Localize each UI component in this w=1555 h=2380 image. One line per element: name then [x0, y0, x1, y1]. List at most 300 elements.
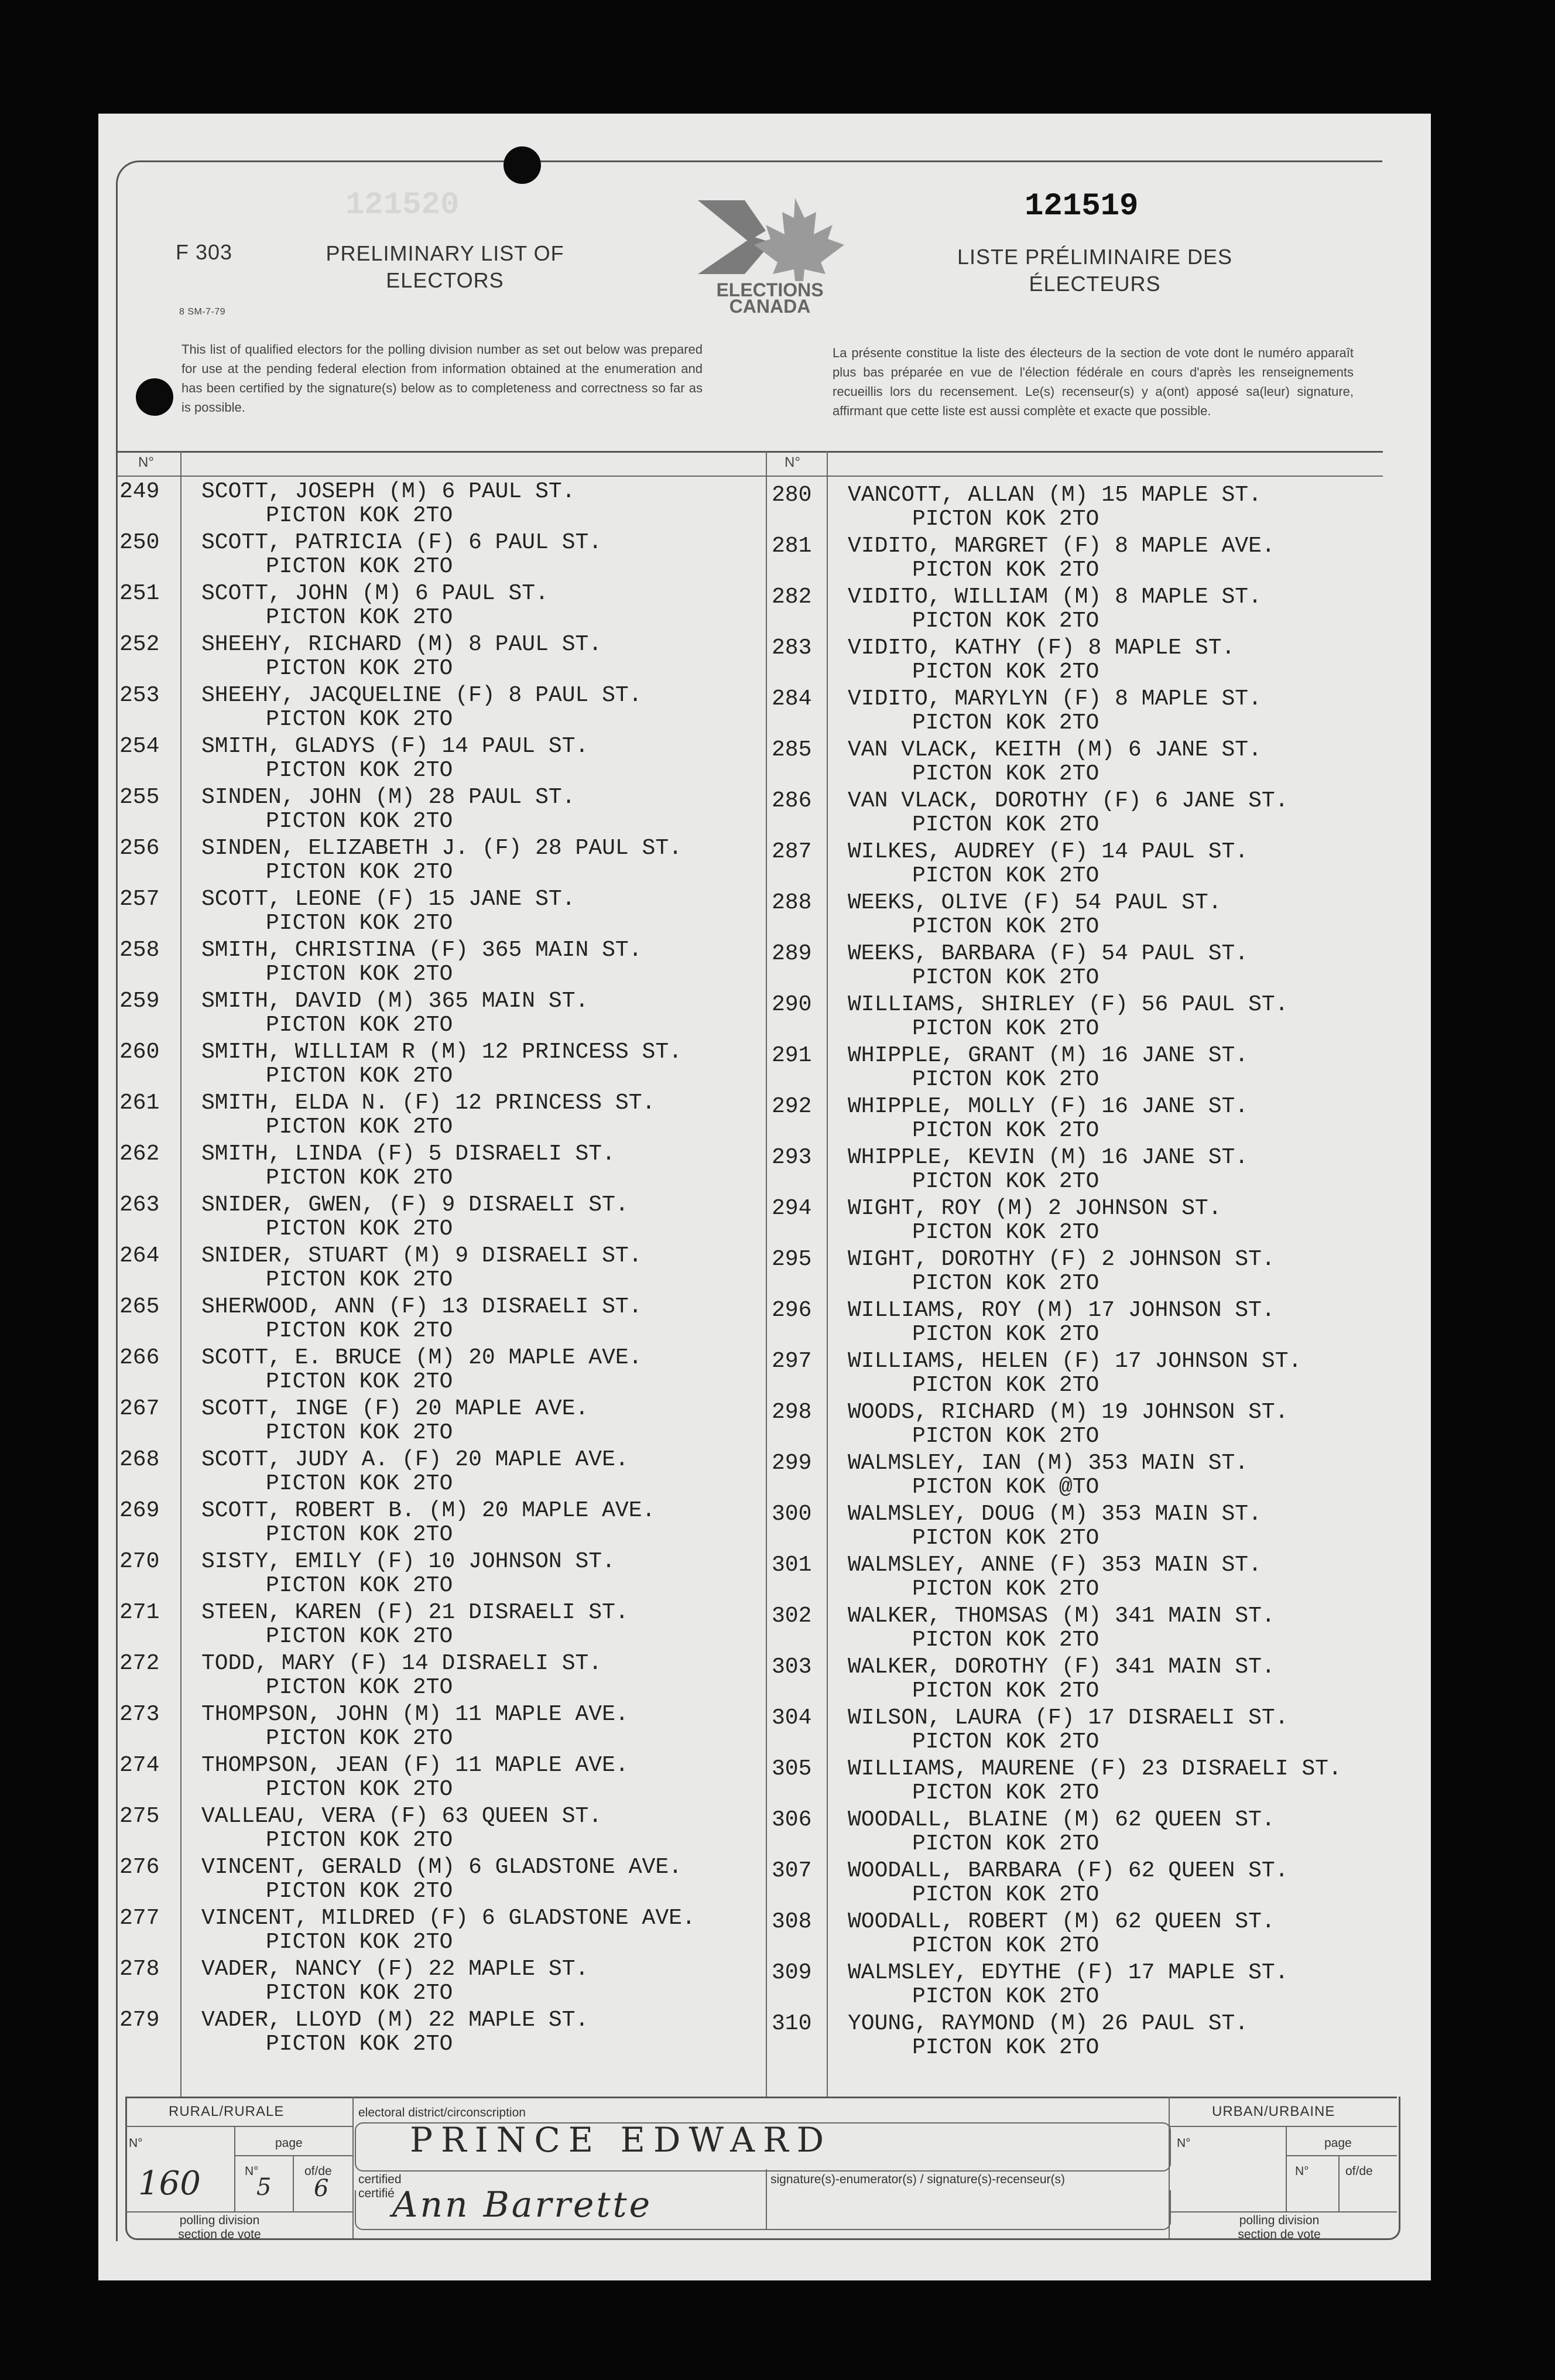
elector-city-postal: PICTON KOK 2TO — [266, 1064, 453, 1089]
elector-name-address: SMITH, DAVID (M) 365 MAIN ST. — [201, 989, 589, 1014]
urban-of-rule — [1338, 2155, 1340, 2211]
elector-number: 267 — [119, 1396, 160, 1421]
elector-number: 294 — [772, 1196, 812, 1221]
elector-name-address: VIDITO, WILLIAM (M) 8 MAPLE ST. — [848, 584, 1262, 610]
elector-name-address: VIDITO, MARYLYN (F) 8 MAPLE ST. — [848, 686, 1262, 712]
elector-number: 290 — [772, 992, 812, 1017]
elector-number: 251 — [119, 581, 160, 606]
elector-city-postal: PICTON KOK 2TO — [266, 1624, 453, 1649]
elector-city-postal: PICTON KOK 2TO — [266, 1930, 453, 1955]
elector-number: 307 — [772, 1858, 812, 1883]
elector-entry — [119, 1906, 758, 1957]
elector-name-address: SNIDER, STUART (M) 9 DISRAELI ST. — [201, 1243, 642, 1268]
elector-city-postal: PICTON KOK 2TO — [266, 554, 453, 579]
urban-rule — [1169, 2126, 1397, 2127]
ghost-serial-number: 121520 — [345, 187, 460, 223]
elector-name-address: WILLIAMS, ROY (M) 17 JOHNSON ST. — [848, 1298, 1275, 1323]
urban-no-label: N° — [1177, 2136, 1191, 2150]
elector-number: 302 — [772, 1603, 812, 1629]
elections-canada-logo — [691, 192, 849, 315]
elector-number: 293 — [772, 1145, 812, 1170]
elector-city-postal: PICTON KOK 2TO — [912, 965, 1100, 990]
elector-number: 274 — [119, 1753, 160, 1778]
rural-of-label: of/de — [304, 2164, 332, 2178]
elector-name-address: WIGHT, DOROTHY (F) 2 JOHNSON ST. — [848, 1247, 1275, 1272]
elector-city-postal: PICTON KOK 2TO — [266, 1777, 453, 1802]
elector-number: 257 — [119, 887, 160, 912]
rural-polling-label-fr: section de vote — [178, 2228, 261, 2241]
elector-city-postal: PICTON KOK 2TO — [912, 558, 1100, 583]
elector-entry — [772, 788, 1410, 839]
polling-division-number: 160 — [138, 2164, 201, 2203]
elector-entry — [119, 581, 758, 632]
urban-label: URBAN/URBAINE — [1212, 2104, 1335, 2119]
elector-entry — [119, 1549, 758, 1600]
elector-entry — [772, 1807, 1410, 1858]
certified-label-en: certified — [358, 2173, 402, 2186]
elector-entry — [119, 2008, 758, 2058]
print-code: 8 SM-7-79 — [179, 307, 226, 317]
elector-number: 288 — [772, 890, 812, 915]
elector-name-address: STEEN, KAREN (F) 21 DISRAELI ST. — [201, 1600, 629, 1625]
elector-entry — [772, 992, 1410, 1043]
elector-name-address: WALMSLEY, IAN (M) 353 MAIN ST. — [848, 1451, 1249, 1476]
rural-bottom-rule — [125, 2211, 352, 2213]
elector-number: 281 — [772, 534, 812, 559]
elector-number: 256 — [119, 836, 160, 861]
elector-number: 306 — [772, 1807, 812, 1832]
elector-city-postal: PICTON KOK 2TO — [912, 1780, 1100, 1805]
elector-name-address: VAN VLACK, KEITH (M) 6 JANE ST. — [848, 737, 1262, 762]
elector-number: 276 — [119, 1855, 160, 1880]
elector-name-address: WILLIAMS, MAURENE (F) 23 DISRAELI ST. — [848, 1756, 1342, 1781]
elector-number: 296 — [772, 1298, 812, 1323]
page-number: 5 — [256, 2174, 272, 2201]
table-header-rule — [117, 476, 1383, 477]
elector-city-postal: PICTON KOK 2TO — [912, 1271, 1100, 1296]
elector-city-postal: PICTON KOK 2TO — [266, 1675, 453, 1700]
elector-entry — [772, 1705, 1410, 1756]
elector-city-postal: PICTON KOK @TO — [912, 1475, 1100, 1500]
elector-number: 269 — [119, 1498, 160, 1523]
elector-city-postal: PICTON KOK 2TO — [266, 1981, 453, 2006]
elector-name-address: SCOTT, JOSEPH (M) 6 PAUL ST. — [201, 479, 576, 504]
elector-city-postal: PICTON KOK 2TO — [912, 914, 1100, 939]
elector-name-address: VINCENT, MILDRED (F) 6 GLADSTONE AVE. — [201, 1906, 696, 1931]
elector-city-postal: PICTON KOK 2TO — [266, 656, 453, 681]
elector-entry — [119, 1294, 758, 1345]
elector-name-address: THOMPSON, JOHN (M) 11 MAPLE AVE. — [201, 1702, 629, 1727]
rural-label: RURAL/RURALE — [169, 2104, 285, 2119]
urban-page-label: page — [1324, 2136, 1352, 2150]
elector-entry — [772, 635, 1410, 686]
elector-number: 303 — [772, 1654, 812, 1680]
elector-entry — [119, 1804, 758, 1855]
elector-name-address: VADER, LLOYD (M) 22 MAPLE ST. — [201, 2008, 589, 2033]
elector-name-address: WALMSLEY, EDYTHE (F) 17 MAPLE ST. — [848, 1960, 1289, 1985]
rural-right-rule — [352, 2097, 354, 2238]
district-label: electoral district/circonscription — [358, 2106, 526, 2119]
elector-city-postal: PICTON KOK 2TO — [912, 1220, 1100, 1245]
elector-number: 265 — [119, 1294, 160, 1319]
rural-page-rule — [234, 2126, 235, 2213]
elector-name-address: SNIDER, GWEN, (F) 9 DISRAELI ST. — [201, 1192, 629, 1218]
elector-entry — [119, 989, 758, 1039]
elector-number: 310 — [772, 2011, 812, 2036]
certified-label-fr: certifié — [358, 2187, 395, 2200]
elector-entry — [772, 1858, 1410, 1909]
elector-entry — [119, 1957, 758, 2008]
elector-entry — [772, 1909, 1410, 1960]
svg-text:ELECTIONS: ELECTIONS — [716, 279, 824, 300]
center-divider-left — [766, 451, 767, 2098]
intro-french: La présente constitue la liste des électeurs de la section de vote dont le numéro apparaît plus bas préparée en vue de l'élection fédérale en cours d'après les renseignements recueillis lors du recensement. Le(s) recenseur(s) y a(ont) apposé sa(leur) signature, affirmant que cette liste est aussi complète et exacte que possible. — [833, 346, 1354, 418]
elector-number: 309 — [772, 1960, 812, 1985]
elector-number: 282 — [772, 584, 812, 610]
elector-name-address: WALKER, THOMSAS (M) 341 MAIN ST. — [848, 1603, 1275, 1629]
elector-name-address: VALLEAU, VERA (F) 63 QUEEN ST. — [201, 1804, 602, 1829]
elector-number: 279 — [119, 2008, 160, 2033]
elector-number: 278 — [119, 1957, 160, 1982]
elector-city-postal: PICTON KOK 2TO — [266, 1013, 453, 1038]
elector-city-postal: PICTON KOK 2TO — [266, 1165, 453, 1191]
elector-entry — [119, 683, 758, 734]
elector-entry — [119, 632, 758, 683]
elector-name-address: VIDITO, MARGRET (F) 8 MAPLE AVE. — [848, 534, 1275, 559]
elector-entry — [119, 1345, 758, 1396]
punch-hole-top — [504, 146, 541, 184]
elector-entry — [772, 941, 1410, 992]
elector-city-postal: PICTON KOK 2TO — [912, 761, 1100, 787]
elector-entry — [772, 1145, 1410, 1196]
elector-number: 271 — [119, 1600, 160, 1625]
elector-city-postal: PICTON KOK 2TO — [912, 507, 1100, 532]
elector-city-postal: PICTON KOK 2TO — [266, 503, 453, 528]
elector-entry — [119, 1447, 758, 1498]
elector-city-postal: PICTON KOK 2TO — [912, 1882, 1100, 1907]
elector-number: 277 — [119, 1906, 160, 1931]
elector-number: 253 — [119, 683, 160, 708]
elector-city-postal: PICTON KOK 2TO — [912, 608, 1100, 634]
elector-city-postal: PICTON KOK 2TO — [912, 1577, 1100, 1602]
elector-name-address: WHIPPLE, MOLLY (F) 16 JANE ST. — [848, 1094, 1249, 1119]
elector-entry — [119, 1192, 758, 1243]
elector-city-postal: PICTON KOK 2TO — [912, 1933, 1100, 1958]
elector-number: 280 — [772, 483, 812, 508]
elector-entry — [772, 534, 1410, 584]
electoral-district-value: PRINCE EDWARD — [410, 2120, 833, 2160]
elector-city-postal: PICTON KOK 2TO — [912, 1984, 1100, 2009]
elector-number: 284 — [772, 686, 812, 712]
elector-city-postal: PICTON KOK 2TO — [266, 758, 453, 783]
elector-name-address: WILLIAMS, SHIRLEY (F) 56 PAUL ST. — [848, 992, 1289, 1017]
elector-city-postal: PICTON KOK 2TO — [912, 1526, 1100, 1551]
elector-city-postal: PICTON KOK 2TO — [266, 1369, 453, 1394]
elector-name-address: WOODS, RICHARD (M) 19 JOHNSON ST. — [848, 1400, 1289, 1425]
elector-entry — [119, 785, 758, 836]
rural-of-rule — [293, 2155, 294, 2211]
elector-name-address: WILKES, AUDREY (F) 14 PAUL ST. — [848, 839, 1249, 864]
elector-number: 250 — [119, 530, 160, 555]
punch-hole-left — [136, 378, 173, 416]
elector-name-address: WOODALL, BARBARA (F) 62 QUEEN ST. — [848, 1858, 1289, 1883]
elector-entry — [772, 1400, 1410, 1451]
elector-city-postal: PICTON KOK 2TO — [266, 809, 453, 834]
elector-entry — [772, 1502, 1410, 1553]
elector-number: 286 — [772, 788, 812, 813]
right-number-column-header: N° — [785, 454, 800, 470]
elector-city-postal: PICTON KOK 2TO — [266, 860, 453, 885]
elector-city-postal: PICTON KOK 2TO — [266, 1726, 453, 1751]
elector-entry — [772, 1349, 1410, 1400]
elector-number: 262 — [119, 1141, 160, 1167]
elector-number: 292 — [772, 1094, 812, 1119]
elector-number: 295 — [772, 1247, 812, 1272]
elector-entry — [772, 1247, 1410, 1298]
elector-entry — [119, 1753, 758, 1804]
elector-entry — [119, 734, 758, 785]
elector-number: 305 — [772, 1756, 812, 1781]
elector-name-address: WALMSLEY, DOUG (M) 353 MAIN ST. — [848, 1502, 1262, 1527]
urban-polling-label-fr: section de vote — [1238, 2228, 1321, 2241]
elector-name-address: WILLIAMS, HELEN (F) 17 JOHNSON ST. — [848, 1349, 1302, 1374]
elector-city-postal: PICTON KOK 2TO — [912, 1322, 1100, 1347]
elector-city-postal: PICTON KOK 2TO — [912, 812, 1100, 837]
elector-entry — [772, 584, 1410, 635]
elector-city-postal: PICTON KOK 2TO — [266, 605, 453, 630]
elector-name-address: SINDEN, JOHN (M) 28 PAUL ST. — [201, 785, 576, 810]
serial-number: 121519 — [1025, 189, 1139, 224]
urban-page-sub-rule — [1286, 2155, 1397, 2156]
urban-page-no-label: N° — [1295, 2164, 1309, 2178]
elector-number: 263 — [119, 1192, 160, 1218]
elector-name-address: WALMSLEY, ANNE (F) 353 MAIN ST. — [848, 1553, 1262, 1578]
elector-entry — [772, 1654, 1410, 1705]
elector-number: 268 — [119, 1447, 160, 1472]
elector-entry — [772, 1603, 1410, 1654]
elector-number: 299 — [772, 1451, 812, 1476]
elector-city-postal: PICTON KOK 2TO — [912, 659, 1100, 685]
elector-name-address: SCOTT, PATRICIA (F) 6 PAUL ST. — [201, 530, 602, 555]
elector-entry — [772, 686, 1410, 737]
elector-entry — [119, 530, 758, 581]
elector-city-postal: PICTON KOK 2TO — [266, 707, 453, 732]
elector-city-postal: PICTON KOK 2TO — [266, 1471, 453, 1496]
elector-name-address: SMITH, LINDA (F) 5 DISRAELI ST. — [201, 1141, 615, 1167]
elector-entry — [119, 1651, 758, 1702]
elector-name-address: SMITH, WILLIAM R (M) 12 PRINCESS ST. — [201, 1039, 682, 1065]
elector-city-postal: PICTON KOK 2TO — [266, 1318, 453, 1343]
elector-name-address: WEEKS, OLIVE (F) 54 PAUL ST. — [848, 890, 1222, 915]
elector-entry — [119, 1396, 758, 1447]
elector-entry — [772, 890, 1410, 941]
elector-city-postal: PICTON KOK 2TO — [912, 1424, 1100, 1449]
elector-entry — [772, 1960, 1410, 2011]
elector-entry — [772, 1043, 1410, 1094]
elector-name-address: VIDITO, KATHY (F) 8 MAPLE ST. — [848, 635, 1235, 661]
elector-number: 287 — [772, 839, 812, 864]
intro-english: This list of qualified electors for the polling division number as set out below was prepared for use at the pending federal election from information obtained at the enumeration and has been certified by the signature(s) below as to completeness and correctness so far as is possible. — [181, 342, 703, 415]
elector-name-address: SHEEHY, RICHARD (M) 8 PAUL ST. — [201, 632, 602, 657]
urban-bottom-rule — [1169, 2211, 1397, 2213]
elector-name-address: SHEEHY, JACQUELINE (F) 8 PAUL ST. — [201, 683, 642, 708]
elector-entry — [772, 1553, 1410, 1603]
elector-number: 266 — [119, 1345, 160, 1370]
elector-number: 255 — [119, 785, 160, 810]
elector-number: 264 — [119, 1243, 160, 1268]
elector-name-address: WIGHT, ROY (M) 2 JOHNSON ST. — [848, 1196, 1222, 1221]
form-code: F 303 — [176, 240, 233, 264]
elector-number: 254 — [119, 734, 160, 759]
elector-city-postal: PICTON KOK 2TO — [912, 1627, 1100, 1653]
elector-number: 308 — [772, 1909, 812, 1934]
elector-city-postal: PICTON KOK 2TO — [912, 710, 1100, 736]
enumerator-signature: Ann Barrette — [392, 2184, 653, 2225]
elector-name-address: SMITH, GLADYS (F) 14 PAUL ST. — [201, 734, 589, 759]
signature-label: signature(s)-enumerator(s) / signature(s)-recenseur(s) — [770, 2173, 1065, 2186]
elector-entry — [772, 1451, 1410, 1502]
elector-city-postal: PICTON KOK 2TO — [912, 1373, 1100, 1398]
rural-no-label: N° — [129, 2136, 143, 2150]
elector-entry — [119, 887, 758, 938]
urban-left-rule — [1169, 2097, 1170, 2238]
urban-page-rule — [1286, 2126, 1287, 2213]
elector-city-postal: PICTON KOK 2TO — [266, 1522, 453, 1547]
elector-number: 259 — [119, 989, 160, 1014]
elector-name-address: WHIPPLE, GRANT (M) 16 JANE ST. — [848, 1043, 1249, 1068]
elector-entry — [772, 1094, 1410, 1145]
elector-entry — [772, 737, 1410, 788]
urban-of-label: of/de — [1345, 2164, 1373, 2178]
elector-entry — [772, 1298, 1410, 1349]
elector-city-postal: PICTON KOK 2TO — [912, 1016, 1100, 1041]
elector-entry — [119, 1243, 758, 1294]
elector-city-postal: PICTON KOK 2TO — [266, 1879, 453, 1904]
elector-city-postal: PICTON KOK 2TO — [266, 1114, 453, 1140]
signature-divider — [766, 2169, 767, 2230]
elector-number: 298 — [772, 1400, 812, 1425]
elector-entry — [119, 1498, 758, 1549]
left-number-column-header: N° — [138, 454, 154, 470]
elector-name-address: WALKER, DOROTHY (F) 341 MAIN ST. — [848, 1654, 1275, 1680]
elector-name-address: SCOTT, ROBERT B. (M) 20 MAPLE AVE. — [201, 1498, 656, 1523]
title-french: LISTE PRÉLIMINAIRE DES ÉLECTEURS — [957, 245, 1233, 296]
elector-entry — [772, 839, 1410, 890]
elector-number: 285 — [772, 737, 812, 762]
rural-page-label: page — [275, 2136, 303, 2150]
elector-entry — [119, 1039, 758, 1090]
elector-name-address: WOODALL, BLAINE (M) 62 QUEEN ST. — [848, 1807, 1275, 1832]
elector-entry — [119, 1090, 758, 1141]
elector-name-address: TODD, MARY (F) 14 DISRAELI ST. — [201, 1651, 602, 1676]
maple-leaf-x-icon — [691, 192, 849, 315]
elector-name-address: SCOTT, E. BRUCE (M) 20 MAPLE AVE. — [201, 1345, 642, 1370]
elector-city-postal: PICTON KOK 2TO — [912, 1118, 1100, 1143]
elector-entry — [119, 479, 758, 530]
urban-polling-label — [1206, 2214, 1352, 2242]
elector-city-postal: PICTON KOK 2TO — [266, 1216, 453, 1242]
elector-name-address: YOUNG, RAYMOND (M) 26 PAUL ST. — [848, 2011, 1249, 2036]
elector-entry — [119, 938, 758, 989]
svg-text:CANADA: CANADA — [729, 296, 811, 315]
elector-city-postal: PICTON KOK 2TO — [266, 1420, 453, 1445]
elector-city-postal: PICTON KOK 2TO — [912, 863, 1100, 888]
elector-name-address: SCOTT, LEONE (F) 15 JANE ST. — [201, 887, 576, 912]
elector-entry — [119, 1855, 758, 1906]
elector-number: 301 — [772, 1553, 812, 1578]
elector-name-address: WHIPPLE, KEVIN (M) 16 JANE ST. — [848, 1145, 1249, 1170]
elector-city-postal: PICTON KOK 2TO — [912, 2035, 1100, 2060]
elector-number: 273 — [119, 1702, 160, 1727]
rural-rule — [125, 2126, 352, 2127]
elector-number: 270 — [119, 1549, 160, 1574]
elector-entry — [119, 836, 758, 887]
rural-polling-label-en: polling division — [179, 2214, 260, 2227]
elector-name-address: SCOTT, JUDY A. (F) 20 MAPLE AVE. — [201, 1447, 629, 1472]
elector-city-postal: PICTON KOK 2TO — [266, 962, 453, 987]
elector-name-address: VAN VLACK, DOROTHY (F) 6 JANE ST. — [848, 788, 1289, 813]
elector-name-address: WEEKS, BARBARA (F) 54 PAUL ST. — [848, 941, 1249, 966]
elector-city-postal: PICTON KOK 2TO — [266, 1573, 453, 1598]
elector-number: 304 — [772, 1705, 812, 1731]
elector-entry — [119, 1600, 758, 1651]
elector-name-address: SINDEN, ELIZABETH J. (F) 28 PAUL ST. — [201, 836, 682, 861]
elector-entry — [772, 1756, 1410, 1807]
page-total: 6 — [314, 2175, 329, 2202]
elector-city-postal: PICTON KOK 2TO — [266, 911, 453, 936]
elector-name-address: WOODALL, ROBERT (M) 62 QUEEN ST. — [848, 1909, 1275, 1934]
elector-name-address: SHERWOOD, ANN (F) 13 DISRAELI ST. — [201, 1294, 642, 1319]
elector-name-address: SCOTT, INGE (F) 20 MAPLE AVE. — [201, 1396, 589, 1421]
elector-number: 260 — [119, 1039, 160, 1065]
elector-name-address: VANCOTT, ALLAN (M) 15 MAPLE ST. — [848, 483, 1262, 508]
elector-name-address: THOMPSON, JEAN (F) 11 MAPLE AVE. — [201, 1753, 629, 1778]
elector-name-address: VADER, NANCY (F) 22 MAPLE ST. — [201, 1957, 589, 1982]
elector-city-postal: PICTON KOK 2TO — [266, 1828, 453, 1853]
elector-city-postal: PICTON KOK 2TO — [912, 1678, 1100, 1704]
urban-polling-label-en: polling division — [1239, 2214, 1320, 2227]
elector-entry — [772, 483, 1410, 534]
elector-name-address: VINCENT, GERALD (M) 6 GLADSTONE AVE. — [201, 1855, 682, 1880]
elector-number: 275 — [119, 1804, 160, 1829]
elector-number: 283 — [772, 635, 812, 661]
elector-city-postal: PICTON KOK 2TO — [912, 1067, 1100, 1092]
elector-entry — [772, 2011, 1410, 2062]
elector-city-postal: PICTON KOK 2TO — [912, 1831, 1100, 1856]
elector-number: 252 — [119, 632, 160, 657]
elector-name-address: SCOTT, JOHN (M) 6 PAUL ST. — [201, 581, 549, 606]
elector-number: 272 — [119, 1651, 160, 1676]
table-top-rule — [117, 451, 1383, 453]
elector-number: 300 — [772, 1502, 812, 1527]
elector-number: 261 — [119, 1090, 160, 1116]
elector-entry — [119, 1141, 758, 1192]
rural-page-no-label: N° — [245, 2164, 259, 2178]
elector-city-postal: PICTON KOK 2TO — [912, 1729, 1100, 1755]
elector-number: 291 — [772, 1043, 812, 1068]
title-english: PRELIMINARY LIST OF ELECTORS — [326, 241, 564, 292]
elector-name-address: SMITH, CHRISTINA (F) 365 MAIN ST. — [201, 938, 642, 963]
elector-number: 249 — [119, 479, 160, 504]
elector-name-address: SISTY, EMILY (F) 10 JOHNSON ST. — [201, 1549, 615, 1574]
elector-entry — [119, 1702, 758, 1753]
elector-name-address: WILSON, LAURA (F) 17 DISRAELI ST. — [848, 1705, 1289, 1731]
elector-name-address: SMITH, ELDA N. (F) 12 PRINCESS ST. — [201, 1090, 656, 1116]
elector-city-postal: PICTON KOK 2TO — [912, 1169, 1100, 1194]
elector-entry — [772, 1196, 1410, 1247]
elector-number: 289 — [772, 941, 812, 966]
elector-city-postal: PICTON KOK 2TO — [266, 1267, 453, 1292]
